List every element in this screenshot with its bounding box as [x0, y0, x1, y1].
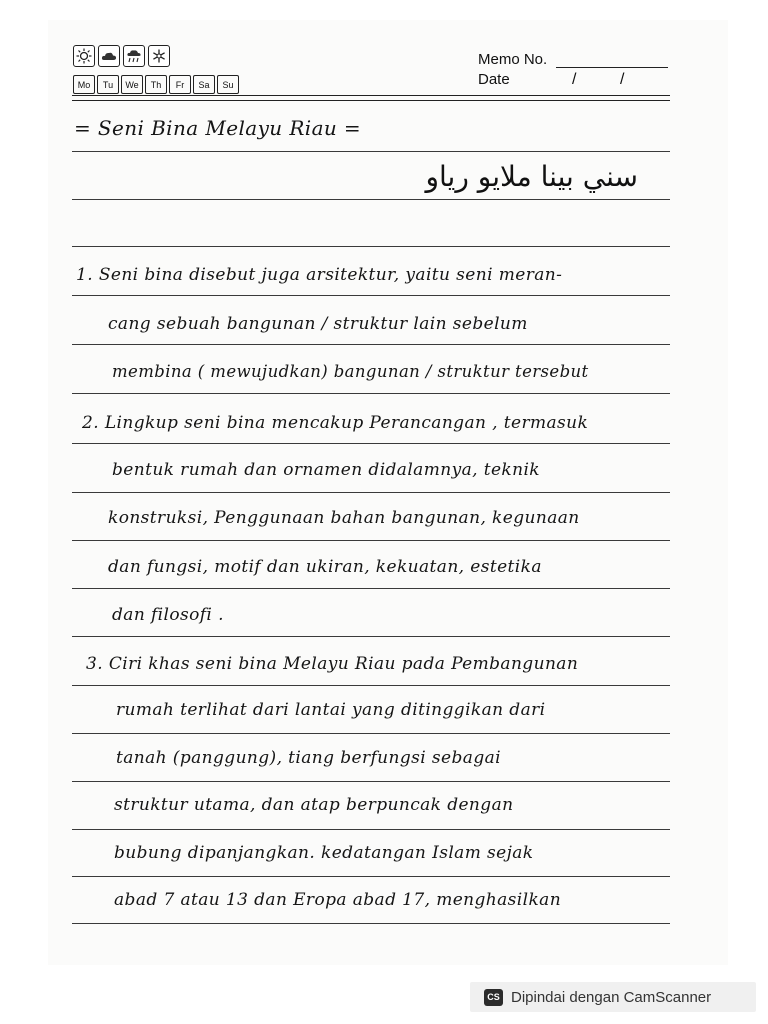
ruled-line	[72, 344, 670, 345]
watermark-text: Dipindai dengan CamScanner	[511, 988, 712, 1006]
ruled-line	[72, 781, 670, 782]
text-line: 2. Lingkup seni bina mencakup Perancangan , termasuk	[82, 413, 589, 433]
rain-icon	[123, 45, 145, 67]
text-line: 1. Seni bina disebut juga arsitektur, yaitu seni meran-	[76, 265, 563, 285]
text-line: rumah terlihat dari lantai yang ditinggikan dari	[116, 700, 546, 720]
camscanner-watermark	[470, 982, 756, 1012]
day-box-sa: Sa	[193, 75, 215, 94]
text-line: bentuk rumah dan ornamen didalamnya, teknik	[112, 460, 541, 480]
text-line: dan fungsi, motif dan ukiran, kekuatan, estetika	[108, 557, 542, 577]
text-line: 3. Ciri khas seni bina Melayu Riau pada Pembangunan	[86, 654, 579, 674]
snow-icon	[148, 45, 170, 67]
ruled-line	[72, 733, 670, 734]
text-line: cang sebuah bangunan / struktur lain sebelum	[108, 314, 528, 334]
sun-icon	[73, 45, 95, 67]
text-line: dan filosofi .	[112, 605, 224, 625]
ruled-line	[72, 588, 670, 589]
ruled-line	[72, 443, 670, 444]
weather-icons	[73, 45, 170, 67]
text-line: membina ( mewujudkan) bangunan / struktur tersebut	[112, 362, 589, 381]
day-box-su: Su	[217, 75, 239, 94]
text-line: konstruksi, Penggunaan bahan bangunan, kegunaan	[108, 508, 580, 528]
header-rule	[72, 95, 670, 96]
date-separator: /	[572, 71, 577, 88]
ruled-line	[72, 199, 670, 200]
ruled-line	[72, 540, 670, 541]
camscanner-logo-icon: CS	[484, 989, 503, 1006]
ruled-line	[72, 923, 670, 924]
day-box-fr: Fr	[169, 75, 191, 94]
memo-number-line	[556, 67, 668, 68]
day-box-we: We	[121, 75, 143, 94]
weekday-boxes	[73, 75, 239, 94]
day-box-th: Th	[145, 75, 167, 94]
text-line: struktur utama, dan atap berpuncak dengan	[114, 795, 514, 815]
ruled-line	[72, 685, 670, 686]
date-label: Date	[478, 71, 510, 88]
date-separator: /	[620, 71, 625, 88]
arabic-title: سني بينا ملايو رياو	[425, 160, 638, 193]
ruled-line	[72, 295, 670, 296]
page-title: = Seni Bina Melayu Riau =	[74, 116, 362, 140]
day-box-tu: Tu	[97, 75, 119, 94]
ruled-line	[72, 492, 670, 493]
text-line: tanah (panggung), tiang berfungsi sebagai	[116, 748, 501, 768]
ruled-line	[72, 151, 670, 152]
text-line: bubung dipanjangkan. kedatangan Islam sejak	[114, 843, 534, 863]
text-line: abad 7 atau 13 dan Eropa abad 17, menghasilkan	[114, 890, 562, 910]
ruled-line	[72, 829, 670, 830]
ruled-line	[72, 393, 670, 394]
header-rule	[72, 100, 670, 101]
ruled-line	[72, 636, 670, 637]
cloud-icon	[98, 45, 120, 67]
memo-number-label: Memo No.	[478, 51, 548, 68]
ruled-line	[72, 246, 670, 247]
day-box-mo: Mo	[73, 75, 95, 94]
ruled-line	[72, 876, 670, 877]
